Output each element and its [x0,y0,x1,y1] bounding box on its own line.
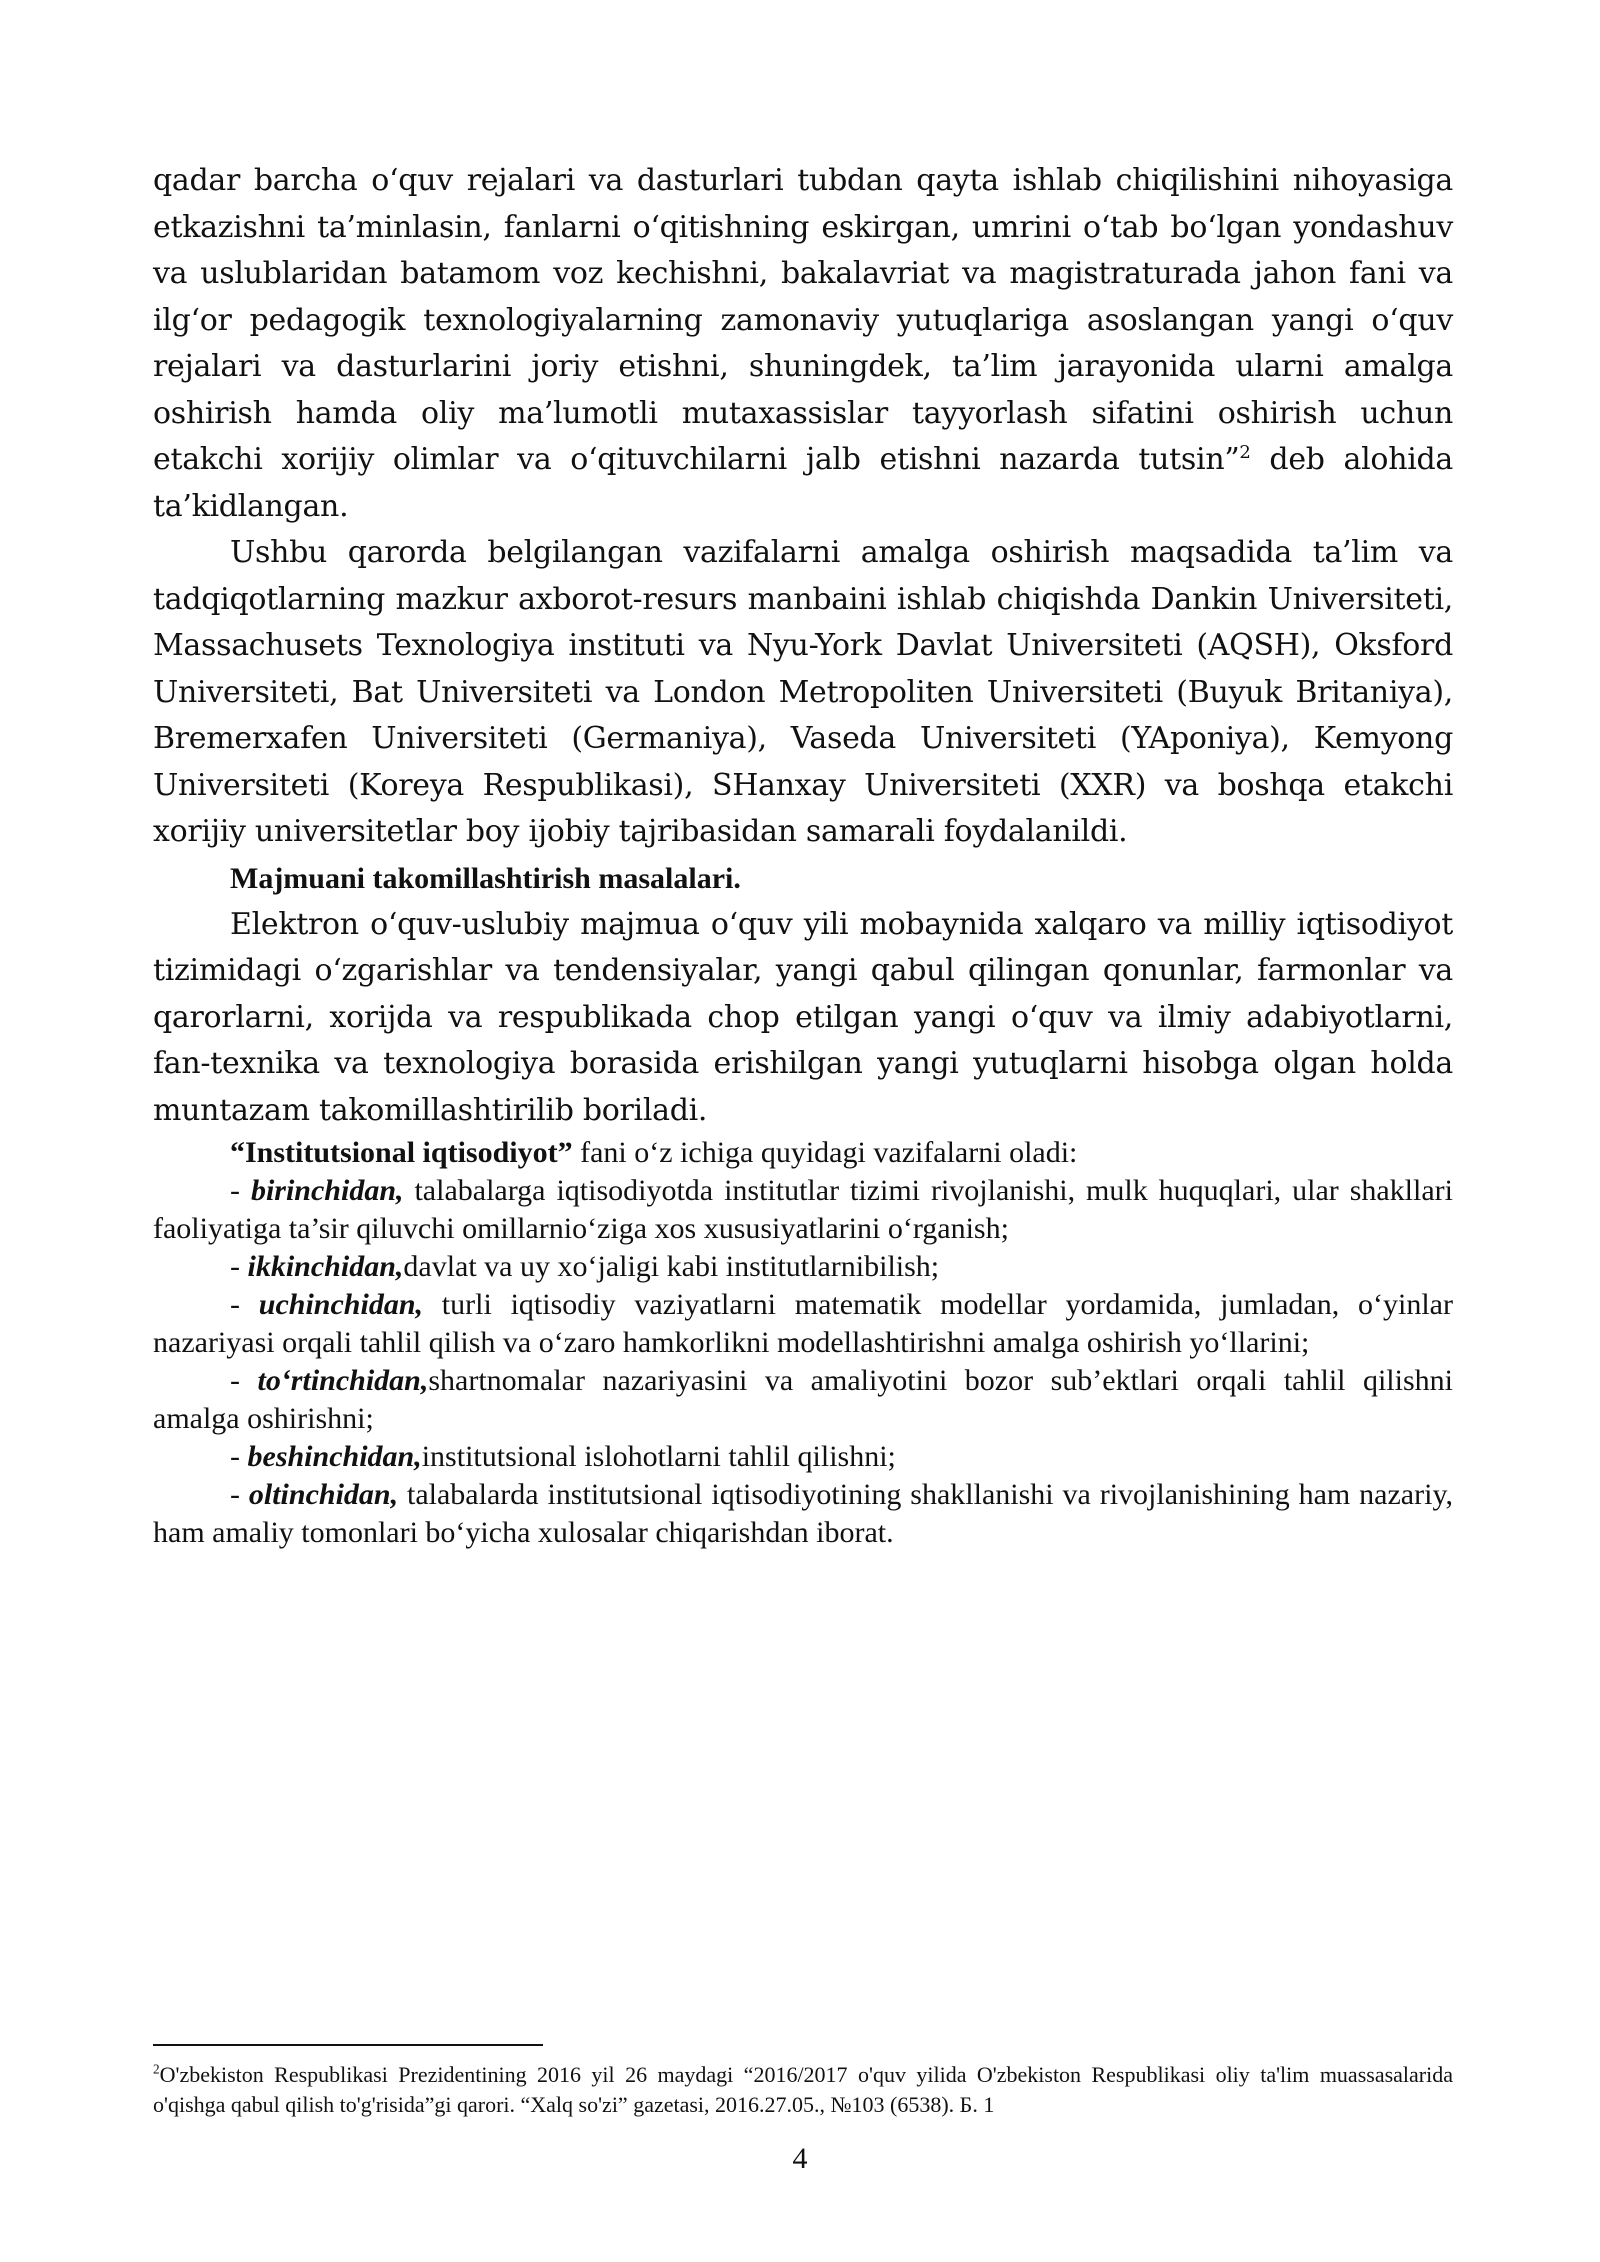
list-text: talabalarga iqtisodiyotda institutlar tizimi rivojlanishi, mulk huquqlari, ular shakllari faoliyatiga ta’sir qiluvchi omillarnio‘ziga xos xususiyatlarini o‘rganish; [153,1174,1453,1245]
list-text: shartnomalar nazariyasini va amaliyotini bozor sub’ektlari orqali tahlil qilishni amalga oshirishni; [153,1364,1453,1435]
main-text [153,158,1453,1552]
paragraph-1-tail: deb alohida ta’kidlangan. [153,442,1453,524]
list-term: uchinchidan, [258,1288,424,1321]
list-item [153,1286,1453,1362]
footnote-marker: 2 [153,2061,160,2077]
footnote-reference[interactable]: 2 [1239,442,1251,463]
footnote [153,2060,1453,2120]
list-term: to‘rtinchidan, [257,1364,429,1397]
list-dash: - [230,1440,248,1473]
footnote-text: O'zbekiston Respublikasi Prezidentining 2016 yil 26 maydagi “2016/2017 o'quv yilida O'zbekiston Respublikasi oliy ta'lim muassasalarida o'qishga qabul qilish to'g'risida”gi qarori. “Xalq so'zi” gazetasi, 2016.27.05., №103 (6538). Б. 1 [153,2062,1453,2117]
paragraph-2: Ushbu qarorda belgilangan vazifalarni amalga oshirish maqsadida ta’lim va tadqiqotlarning mazkur axborot-resurs manbaini ishlab chiqishda Dankin Universiteti, Massachusets Texnologiya instituti va Nyu-York Davlat Universiteti (AQSH), Oksford Universiteti, Bat Universiteti va London Metropoliten Universiteti (Buyuk Britaniya), Bremerxafen Universiteti (Germaniya), Vaseda Universiteti (YAponiya), Kemyong Universiteti (Koreya Respublikasi), SHanxay Universiteti (XXR) va boshqa etakchi xorijiy universitetlar boy ijobiy tajribasidan samarali foydalanildi. [153,535,1453,849]
list-text: davlat va uy xo‘jaligi kabi institutlarnibilish; [403,1250,940,1283]
paragraph-3: Elektron o‘quv-uslubiy majmua o‘quv yili mobaynida xalqaro va milliy iqtisodiyot tizimidagi o‘zgarishlar va tendensiyalar, yangi qabul qilingan qonunlar, farmonlar va qarorlarni, xorijda va respublikada chop etilgan yangi o‘quv va ilmiy adabiyotlarni, fan-texnika va texnologiya borasida erishilgan yangi yutuqlarni hisobga olgan holda muntazam takomillashtirilib boriladi. [153,906,1453,1128]
list-item [153,1248,1453,1286]
paragraph-4 [153,1134,1453,1172]
list-text: institutsional islohotlarni tahlil qilishni; [421,1440,896,1473]
list-dash: - [230,1478,249,1511]
list-term: birinchidan, [250,1174,404,1207]
paragraph-1-text: qadar barcha o‘quv rejalari va dasturlari tubdan qayta ishlab chiqilishini nihoyasiga etkazishni ta’minlasin, fanlarni o‘qitishning eskirgan, umrini o‘tab bo‘lgan yondashuv va uslublaridan batamom voz kechishni, bakalavriat va magistraturada jahon fani va ilg‘or pedagogik texnologiyalarning zamonaviy yutuqlariga asoslangan yangi o‘quv rejalari va dasturlarini joriy etishni, shuningdek, ta’lim jarayonida ularni amalga oshirish hamda oliy ma’lumotli mutaxassislar tayyorlash sifatini oshirish uchun etakchi xorijiy olimlar va o‘qituvchilarni jalb etishni nazarda tutsin” [153,163,1453,477]
list-item [153,1476,1453,1552]
paragraph-4-text: fani o‘z ichiga quyidagi vazifalarni oladi: [572,1136,1078,1169]
section-heading: Majmuani takomillashtirish masalalari. [230,861,741,895]
footnote-separator [153,2044,543,2046]
list-dash: - [230,1288,259,1321]
course-title: “Institutsional iqtisodiyot” [230,1136,573,1169]
list-term: beshinchidan, [247,1440,422,1473]
list-term: oltinchidan, [248,1478,399,1511]
list-item [153,1362,1453,1438]
list-item [153,1172,1453,1248]
paragraph-1 [153,158,1453,530]
list-dash: - [230,1174,251,1207]
task-list [153,1172,1453,1552]
list-term: ikkinchidan, [247,1250,404,1283]
list-text: talabalarda institutsional iqtisodiyotining shakllanishi va rivojlanishining ham nazariy, ham amaliy tomonlari bo‘yicha xulosalar chiqarishdan iborat. [153,1478,1453,1549]
list-dash: - [230,1250,248,1283]
page-number: 4 [792,2142,808,2175]
list-text: turli iqtisodiy vaziyatlarni matematik modellar yordamida, jumladan, o‘yinlar nazariyasi orqali tahlil qilish va o‘zaro hamkorlikni modellashtirishni amalga oshirish yo‘llarini; [153,1288,1453,1359]
list-item [153,1438,1453,1476]
list-dash: - [230,1364,258,1397]
